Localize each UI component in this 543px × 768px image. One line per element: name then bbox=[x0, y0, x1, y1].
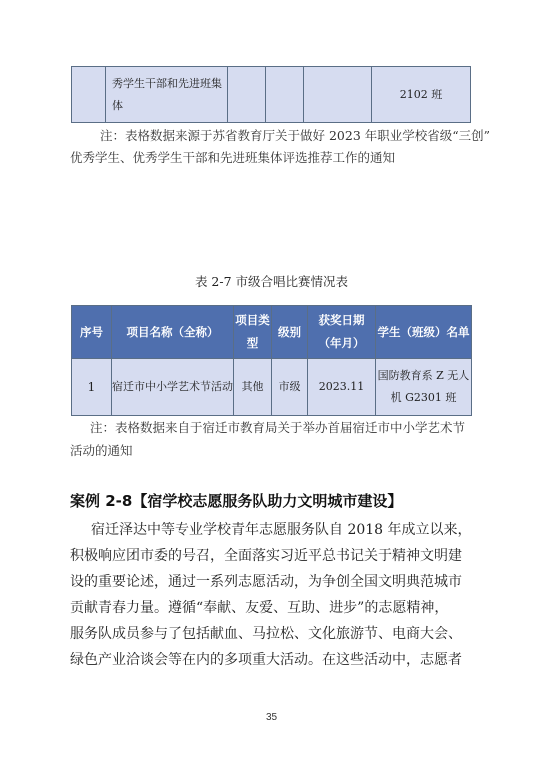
project-name-cell: 秀学生干部和先进班集体 bbox=[106, 67, 228, 123]
table-note-line: 优秀学生、优秀学生干部和先进班集体评选推荐工作的通知 bbox=[70, 150, 396, 165]
case-heading: 案例 2-8【宿学校志愿服务队助力文明城市建设】 bbox=[70, 492, 403, 510]
header-seq: 序号 bbox=[72, 306, 112, 359]
level-cell: 市级 bbox=[272, 359, 308, 416]
table-row bbox=[72, 359, 472, 416]
paragraph-line: 绿色产业洽谈会等在内的多项重大活动。在这些活动中，志愿者 bbox=[70, 652, 462, 668]
table-note-line: 活动的通知 bbox=[70, 443, 133, 458]
paragraph-line: 设的重要论述，通过一系列志愿活动，为争创全国文明典范城市 bbox=[70, 574, 462, 590]
header-level: 级别 bbox=[272, 306, 308, 359]
table-cell bbox=[266, 67, 304, 123]
table-cell bbox=[228, 67, 266, 123]
header-date: 获奖日期（年月） bbox=[308, 306, 376, 359]
table-caption: 表 2-7 市级合唱比赛情况表 bbox=[194, 274, 349, 289]
class-cell: 2102 班 bbox=[372, 67, 471, 123]
page-number: 35 bbox=[265, 712, 278, 723]
header-student: 学生（班级）名单 bbox=[376, 306, 472, 359]
table-note-line: 注：表格数据来源于苏省教育厅关于做好 2023 年职业学校省级“三创” bbox=[100, 128, 491, 143]
continued-table bbox=[71, 66, 471, 123]
student-cell: 国防教育系 Z 无人机 G2301 班 bbox=[376, 359, 472, 416]
paragraph-line: 服务队成员参与了包括献血、马拉松、文化旅游节、电商大会、 bbox=[70, 626, 462, 642]
header-type: 项目类型 bbox=[234, 306, 272, 359]
table-note-line: 注：表格数据来自于宿迁市教育局关于举办首届宿迁市中小学艺术节 bbox=[90, 420, 466, 435]
paragraph-line: 宿迁泽达中等专业学校青年志愿服务队自 2018 年成立以来， bbox=[91, 522, 472, 538]
paragraph-line: 积极响应团市委的号召，全面落实习近平总书记关于精神文明建 bbox=[70, 548, 462, 564]
table-cell bbox=[72, 67, 106, 123]
header-project: 项目名称（全称） bbox=[112, 306, 234, 359]
table-row bbox=[72, 67, 471, 123]
table-header-row bbox=[72, 306, 472, 359]
date-cell: 2023.11 bbox=[308, 359, 376, 416]
seq-cell: 1 bbox=[72, 359, 112, 416]
choir-competition-table bbox=[71, 305, 472, 416]
type-cell: 其他 bbox=[234, 359, 272, 416]
paragraph-line: 贡献青春力量。遵循“奉献、友爱、互助、进步”的志愿精神， bbox=[70, 600, 449, 616]
table-cell bbox=[304, 67, 372, 123]
project-cell: 宿迁市中小学艺术节活动 bbox=[112, 359, 234, 416]
